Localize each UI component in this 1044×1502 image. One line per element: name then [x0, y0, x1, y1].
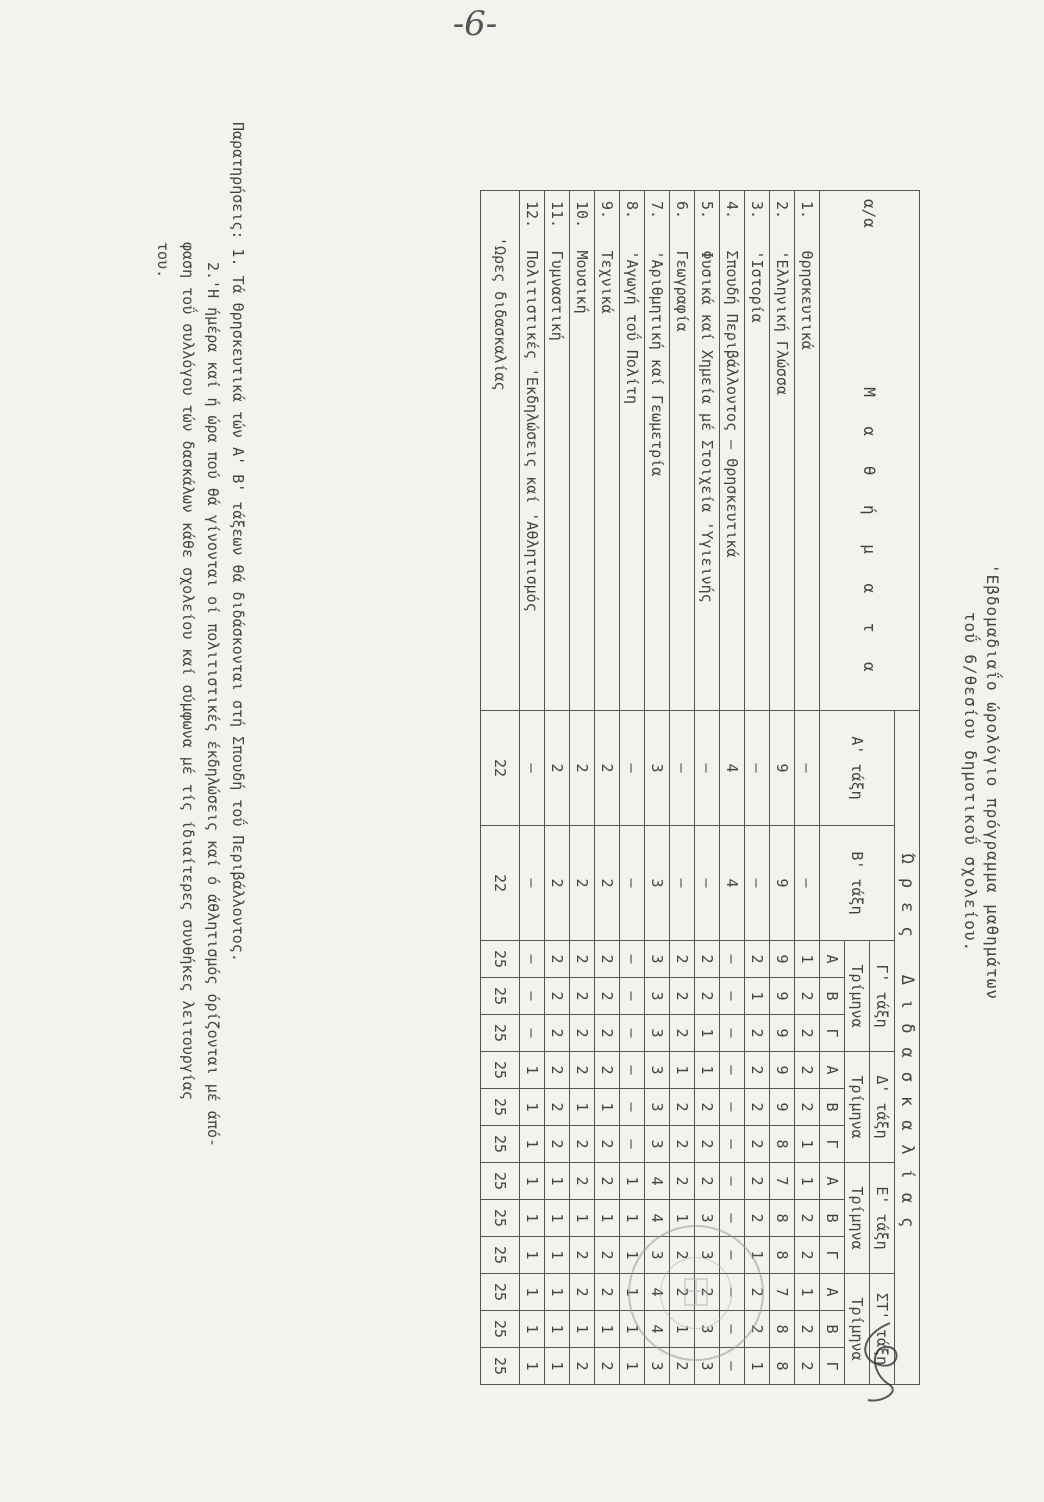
grade-f-term-total: 25: [481, 1274, 520, 1311]
grade-b-hours: 2: [545, 826, 570, 941]
grade-d-term-hours: 3: [645, 1089, 670, 1126]
subject-name: 'Αγωγή τοΰ Πολίτη: [620, 249, 645, 711]
subject-name: 'Ελληνική Γλώσσα: [770, 249, 795, 711]
subject-name: Σπουδή Περιβάλλοντος – Θρησκευτικά: [720, 249, 745, 711]
grade-d-term-hours: 2: [670, 1089, 695, 1126]
table-row: [520, 191, 545, 1385]
table-row: [770, 191, 795, 1385]
table-row: [595, 191, 620, 1385]
total-row: [481, 191, 520, 1385]
grade-d-term-total: 25: [481, 1089, 520, 1126]
grade-f-term-hours: 1: [745, 1348, 770, 1385]
grade-a-hours: 3: [645, 711, 670, 826]
grade-e-term-total: 25: [481, 1237, 520, 1274]
grade-c-header: Γ' τάξη: [870, 941, 895, 1052]
grade-c-term-hours: 2: [545, 1015, 570, 1052]
rotated-page-content: [30, 82, 1010, 1502]
grade-d-term-hours: 1: [670, 1052, 695, 1089]
grade-c-term-hours: 2: [670, 1015, 695, 1052]
row-number: 2.: [770, 191, 795, 249]
subject-name: Πολιτιστικές 'Εκδηλώσεις καί 'Αθλητισμός: [520, 249, 545, 711]
terms-header: Τρίμηνα: [845, 1052, 870, 1163]
grade-f-term-hours: 2: [670, 1274, 695, 1311]
grade-d-term-hours: 1: [520, 1126, 545, 1163]
row-number: 5.: [695, 191, 720, 249]
grade-b-hours: 9: [770, 826, 795, 941]
row-number: 10.: [570, 191, 595, 249]
grade-c-term-hours: –: [720, 1015, 745, 1052]
term-b: Β: [820, 1200, 845, 1237]
grade-f-term-hours: 2: [795, 1311, 820, 1348]
grade-d-term-hours: 9: [770, 1052, 795, 1089]
grade-e-term-hours: 2: [695, 1163, 720, 1200]
subjects-header: [820, 191, 920, 711]
grade-c-term-hours: 2: [595, 1015, 620, 1052]
grade-c-term-total: 25: [481, 941, 520, 978]
subject-name: Θρησκευτικά: [795, 249, 820, 711]
grade-e-term-hours: 2: [745, 1200, 770, 1237]
grade-c-term-hours: 2: [745, 1015, 770, 1052]
grade-f-term-hours: –: [720, 1311, 745, 1348]
grade-b-hours: 2: [595, 826, 620, 941]
subject-name: Τεχνικά: [595, 249, 620, 711]
grade-f-term-hours: 4: [645, 1311, 670, 1348]
grade-a-hours: 2: [595, 711, 620, 826]
grade-f-term-hours: 8: [770, 1348, 795, 1385]
table-row: [620, 191, 645, 1385]
grade-e-term-hours: 1: [545, 1237, 570, 1274]
grade-f-term-hours: 1: [520, 1311, 545, 1348]
grade-c-term-total: 25: [481, 1015, 520, 1052]
grade-c-term-hours: 2: [795, 1015, 820, 1052]
grade-c-term-hours: 2: [570, 941, 595, 978]
subject-name: Φυσικά καί Χημεία μέ Στοιχεία 'Υγιεινής: [695, 249, 720, 711]
grade-c-term-hours: 9: [770, 941, 795, 978]
document-title-line-1: 'Εβδομαδιαΐο ώρολόγιο πρόγραμμα μαθημάτων: [983, 564, 1002, 1000]
grade-c-term-hours: 2: [545, 978, 570, 1015]
grade-e-term-hours: 1: [670, 1200, 695, 1237]
grade-e-term-hours: 3: [695, 1200, 720, 1237]
grade-a-hours: 4: [720, 711, 745, 826]
grade-f-term-hours: 2: [745, 1274, 770, 1311]
grade-d-term-hours: 1: [695, 1052, 720, 1089]
timetable-body: [481, 191, 820, 1385]
row-number: 8.: [620, 191, 645, 249]
grade-b-header: Β' τάξη: [820, 826, 895, 941]
grade-e-term-hours: 2: [570, 1163, 595, 1200]
term-b: Β: [820, 1089, 845, 1126]
grade-c-term-hours: 2: [595, 941, 620, 978]
term-c: Γ: [820, 1015, 845, 1052]
grade-d-term-hours: 2: [795, 1089, 820, 1126]
grade-e-term-hours: 1: [795, 1163, 820, 1200]
note-line-2: 2.'Η ήμέρα καί ή ώρα πού θά γίνονται οί πολιτιστικές έκδηλώσεις καί ό άθλητισμός όρίζονται μέ άπό-: [204, 262, 222, 1148]
grade-f-term-total: 25: [481, 1311, 520, 1348]
row-number: 3.: [745, 191, 770, 249]
grade-c-term-hours: 3: [645, 978, 670, 1015]
grade-f-term-hours: 1: [595, 1311, 620, 1348]
grade-d-term-hours: 2: [570, 1052, 595, 1089]
terms-header: Τρίμηνα: [845, 1163, 870, 1274]
grade-f-term-hours: 8: [770, 1311, 795, 1348]
grade-c-term-hours: 2: [670, 941, 695, 978]
grade-e-term-hours: 2: [595, 1163, 620, 1200]
grade-e-term-hours: 1: [545, 1200, 570, 1237]
grade-c-term-hours: –: [520, 941, 545, 978]
grade-b-hours: –: [670, 826, 695, 941]
grade-e-term-hours: 2: [595, 1237, 620, 1274]
grade-b-hours: –: [520, 826, 545, 941]
grade-f-term-hours: –: [720, 1348, 745, 1385]
grade-e-term-hours: 1: [545, 1163, 570, 1200]
note-line-4: του.: [154, 242, 172, 279]
grade-b-hours: 4: [720, 826, 745, 941]
grade-a-hours: –: [795, 711, 820, 826]
grade-b-total: 22: [481, 826, 520, 941]
grade-c-term-hours: 3: [645, 941, 670, 978]
grade-d-term-hours: 2: [695, 1126, 720, 1163]
row-number: 4.: [720, 191, 745, 249]
grade-a-hours: 2: [570, 711, 595, 826]
grade-d-term-hours: 2: [670, 1126, 695, 1163]
grade-c-term-hours: –: [520, 978, 545, 1015]
grade-f-term-hours: 1: [795, 1274, 820, 1311]
grade-f-term-hours: 1: [620, 1274, 645, 1311]
grade-e-term-hours: 2: [670, 1163, 695, 1200]
grade-e-term-hours: 1: [520, 1200, 545, 1237]
grade-f-term-hours: 4: [645, 1274, 670, 1311]
grade-a-hours: 2: [545, 711, 570, 826]
row-number: 1.: [795, 191, 820, 249]
grade-f-term-hours: 2: [595, 1348, 620, 1385]
grade-f-term-hours: 1: [545, 1348, 570, 1385]
grade-d-term-hours: 3: [645, 1052, 670, 1089]
table-row: [645, 191, 670, 1385]
timetable: [480, 190, 920, 1385]
table-row: [545, 191, 570, 1385]
grade-d-term-total: 25: [481, 1052, 520, 1089]
grade-e-term-hours: 2: [670, 1237, 695, 1274]
subject-name: 'Αριθμητική καί Γεωμετρία: [645, 249, 670, 711]
grade-e-term-hours: 1: [620, 1200, 645, 1237]
grade-c-term-hours: 2: [570, 1015, 595, 1052]
subject-name: Γυμναστική: [545, 249, 570, 711]
grade-c-term-hours: –: [720, 941, 745, 978]
grade-b-hours: –: [745, 826, 770, 941]
grade-c-term-hours: 2: [795, 978, 820, 1015]
seal-emblem: [630, 1227, 762, 1359]
grade-c-term-hours: 9: [770, 978, 795, 1015]
grade-d-term-hours: 2: [545, 1052, 570, 1089]
term-a: Α: [820, 1052, 845, 1089]
subject-name: 'Ιστορία: [745, 249, 770, 711]
official-seal: [628, 1225, 764, 1361]
grade-f-term-hours: 2: [570, 1274, 595, 1311]
grade-c-term-hours: 2: [695, 941, 720, 978]
term-c: Γ: [820, 1126, 845, 1163]
grade-c-term-hours: 1: [795, 941, 820, 978]
grade-d-term-hours: 2: [545, 1089, 570, 1126]
grade-e-term-hours: 4: [645, 1163, 670, 1200]
grade-c-term-hours: 2: [670, 978, 695, 1015]
index-header: α/α: [860, 199, 879, 228]
term-b: Β: [820, 1311, 845, 1348]
grade-e-term-total: 25: [481, 1163, 520, 1200]
total-hours-label: 'Ωρες διδασκαλίας: [481, 191, 520, 711]
grade-d-term-hours: –: [720, 1052, 745, 1089]
grade-f-term-hours: 2: [695, 1274, 720, 1311]
grade-d-term-hours: 8: [770, 1126, 795, 1163]
grade-a-total: 22: [481, 711, 520, 826]
grade-e-term-hours: 1: [620, 1163, 645, 1200]
grade-c-term-hours: 1: [695, 1015, 720, 1052]
term-b: Β: [820, 978, 845, 1015]
grade-d-term-hours: –: [620, 1052, 645, 1089]
grade-e-term-hours: 8: [770, 1237, 795, 1274]
grade-f-term-hours: 2: [595, 1274, 620, 1311]
grade-c-term-hours: 2: [595, 978, 620, 1015]
handwritten-signature: [850, 1315, 910, 1410]
grade-f-term-hours: 1: [570, 1311, 595, 1348]
grade-d-term-hours: 3: [645, 1126, 670, 1163]
grade-e-term-hours: 2: [570, 1237, 595, 1274]
grade-c-term-hours: –: [620, 1015, 645, 1052]
grade-c-term-hours: –: [720, 978, 745, 1015]
table-row: [570, 191, 595, 1385]
term-c: Γ: [820, 1348, 845, 1385]
grade-d-term-hours: 1: [520, 1089, 545, 1126]
subject-name: Μουσική: [570, 249, 595, 711]
grade-d-header: Δ' τάξη: [870, 1052, 895, 1163]
grade-c-term-hours: –: [520, 1015, 545, 1052]
grade-f-term-hours: –: [720, 1274, 745, 1311]
grade-d-term-hours: 9: [770, 1089, 795, 1126]
grade-e-term-hours: –: [720, 1200, 745, 1237]
grade-f-term-hours: 1: [545, 1311, 570, 1348]
grade-f-term-total: 25: [481, 1348, 520, 1385]
grade-f-header: ΣΤ' τάξη: [870, 1274, 895, 1385]
grade-f-term-hours: 2: [795, 1348, 820, 1385]
grade-d-term-hours: –: [720, 1126, 745, 1163]
grade-e-term-hours: –: [720, 1163, 745, 1200]
grade-d-term-hours: –: [620, 1089, 645, 1126]
grade-d-term-hours: –: [720, 1089, 745, 1126]
grade-f-term-hours: 1: [620, 1348, 645, 1385]
grade-f-term-hours: 2: [745, 1311, 770, 1348]
grade-d-term-hours: 2: [695, 1089, 720, 1126]
grade-e-term-hours: 2: [795, 1237, 820, 1274]
subject-name: Γεωγραφία: [670, 249, 695, 711]
document-title-line-2: τοΰ 6/θεσίου δημοτικοΰ σχολείου.: [961, 611, 980, 953]
grade-a-hours: –: [745, 711, 770, 826]
grade-f-term-hours: 7: [770, 1274, 795, 1311]
grade-e-term-hours: 3: [695, 1237, 720, 1274]
grade-e-term-hours: 3: [645, 1237, 670, 1274]
grade-f-term-hours: 1: [670, 1311, 695, 1348]
term-c: Γ: [820, 1237, 845, 1274]
grade-e-header: Ε' τάξη: [870, 1163, 895, 1274]
term-a: Α: [820, 1274, 845, 1311]
table-row: [745, 191, 770, 1385]
grade-a-hours: 9: [770, 711, 795, 826]
table-row: [670, 191, 695, 1385]
grade-d-term-total: 25: [481, 1126, 520, 1163]
grade-a-header: Α' τάξη: [820, 711, 895, 826]
grade-d-term-hours: 2: [795, 1052, 820, 1089]
notes: [150, 122, 250, 1492]
grade-d-term-hours: 2: [745, 1126, 770, 1163]
row-number: 7.: [645, 191, 670, 249]
grade-a-hours: –: [670, 711, 695, 826]
row-number: 11.: [545, 191, 570, 249]
grade-c-term-hours: 2: [545, 941, 570, 978]
grade-c-term-hours: 2: [745, 941, 770, 978]
grade-c-term-hours: 1: [745, 978, 770, 1015]
row-number: 6.: [670, 191, 695, 249]
grade-f-term-hours: 2: [670, 1348, 695, 1385]
grade-d-term-hours: 2: [595, 1052, 620, 1089]
grade-e-term-hours: 1: [520, 1237, 545, 1274]
table-row: [795, 191, 820, 1385]
grade-f-term-hours: 1: [620, 1311, 645, 1348]
grade-d-term-hours: 2: [545, 1126, 570, 1163]
grade-e-term-hours: 1: [570, 1200, 595, 1237]
table-row: [720, 191, 745, 1385]
term-a: Α: [820, 941, 845, 978]
grade-a-hours: –: [520, 711, 545, 826]
terms-header: Τρίμηνα: [845, 941, 870, 1052]
grade-c-term-hours: 3: [645, 1015, 670, 1052]
row-number: 9.: [595, 191, 620, 249]
grade-f-term-hours: 1: [520, 1274, 545, 1311]
grade-f-term-hours: 2: [570, 1348, 595, 1385]
grade-b-hours: 2: [570, 826, 595, 941]
table-row: [695, 191, 720, 1385]
row-number: 12.: [520, 191, 545, 249]
grade-f-term-hours: 3: [645, 1348, 670, 1385]
grade-e-term-hours: 1: [595, 1200, 620, 1237]
grade-d-term-hours: 2: [745, 1089, 770, 1126]
grade-b-hours: –: [695, 826, 720, 941]
grade-c-term-hours: –: [620, 941, 645, 978]
note-line-3: φαση τοΰ συλλόγου τών δασκάλων κάθε σχολείου καί σύμφωνα μέ τίς ίδιαίτερες συνθήκες λειτουργίας: [179, 242, 197, 1100]
grade-b-hours: 3: [645, 826, 670, 941]
grade-c-term-total: 25: [481, 978, 520, 1015]
term-a: Α: [820, 1163, 845, 1200]
grade-c-term-hours: –: [620, 978, 645, 1015]
grade-e-term-hours: 8: [770, 1200, 795, 1237]
page-number: -6-: [452, 4, 498, 44]
grade-d-term-hours: 1: [795, 1126, 820, 1163]
subjects-header-label: Μ α θ ή μ α τ α: [860, 387, 879, 682]
grade-f-term-hours: 3: [695, 1311, 720, 1348]
grade-f-term-hours: 1: [545, 1274, 570, 1311]
grade-b-hours: –: [795, 826, 820, 941]
grade-b-hours: –: [620, 826, 645, 941]
grade-e-term-hours: 1: [620, 1237, 645, 1274]
grade-d-term-hours: 1: [520, 1052, 545, 1089]
grade-d-term-hours: 1: [595, 1089, 620, 1126]
note-line-1: Παρατηρήσεις: 1. Τά Θρησκευτικά τών Α' Β' τάξεων θά διδάσκονται στή Σπουδή τοΰ Περιβάλλοντος.: [229, 122, 247, 962]
grade-e-term-hours: 7: [770, 1163, 795, 1200]
grade-c-term-hours: 2: [695, 978, 720, 1015]
grade-d-term-hours: 2: [595, 1126, 620, 1163]
grade-e-term-hours: 2: [745, 1163, 770, 1200]
grade-e-term-hours: 1: [520, 1163, 545, 1200]
grade-e-term-total: 25: [481, 1200, 520, 1237]
grade-f-term-hours: 3: [695, 1348, 720, 1385]
grade-c-term-hours: 9: [770, 1015, 795, 1052]
grade-d-term-hours: 1: [570, 1089, 595, 1126]
grade-e-term-hours: 4: [645, 1200, 670, 1237]
grade-e-term-hours: –: [720, 1237, 745, 1274]
grade-d-term-hours: 2: [570, 1126, 595, 1163]
grade-f-term-hours: 1: [520, 1348, 545, 1385]
grade-e-term-hours: 2: [795, 1200, 820, 1237]
grade-c-term-hours: 2: [570, 978, 595, 1015]
grade-a-hours: –: [620, 711, 645, 826]
grade-a-hours: –: [695, 711, 720, 826]
grade-d-term-hours: –: [620, 1126, 645, 1163]
teaching-hours-header: Ώρες Διδασκαλίας: [895, 711, 920, 1385]
grade-d-term-hours: 2: [745, 1052, 770, 1089]
terms-header: Τρίμηνα: [845, 1274, 870, 1385]
grade-e-term-hours: 1: [745, 1237, 770, 1274]
